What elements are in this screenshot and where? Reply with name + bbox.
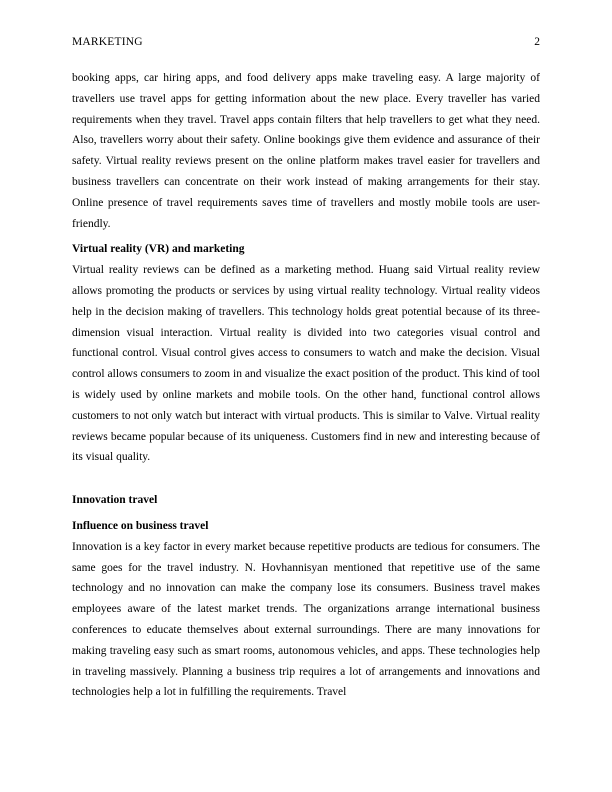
heading-innovation-travel: Innovation travel <box>72 494 158 507</box>
heading-virtual-reality-marketing: Virtual reality (VR) and marketing <box>72 243 245 256</box>
page-number: 2 <box>534 36 540 48</box>
paragraph-travel-apps: booking apps, car hiring apps, and food delivery apps make traveling easy. A large majority of travellers use travel apps for getting information about the new place. Every traveller has varied requirements when they travel. Travel apps contain filters that help travellers to get what they need. Also, travellers worry about their safety. Online bookings give them evidence and assurance of their safety. Virtual reality reviews present on the online platform makes travel easier for travellers and business travellers can concentrate on their work instead of making arrangements for their stay. Online presence of travel requirements saves time of travellers and mostly mobile tools are user-friendly. <box>72 72 540 230</box>
paragraph-virtual-reality: Virtual reality reviews can be defined as a marketing method. Huang said Virtual reality review allows promoting the products or services by using virtual reality technology. Virtual reality videos help in the decision making of travellers. This technology holds great potential because of its three-dimension visual interaction. Virtual reality is divided into two categories visual control and functional control. Visual control gives access to consumers to watch and make the decision. Visual control allows consumers to zoom in and visualize the exact position of the product. This kind of tool is widely used by online markets and mobile tools. On the other hand, functional control allows customers to not only watch but interact with virtual products. This is similar to Valve. Virtual reality reviews became popular because of its uniqueness. Customers find in new and interesting because of its visual quality. <box>72 264 540 464</box>
heading-influence-business-travel: Influence on business travel <box>72 519 209 532</box>
document-body <box>72 68 540 703</box>
running-head: MARKETING <box>72 36 143 48</box>
paragraph-innovation: Innovation is a key factor in every market because repetitive products are tedious for consumers. The same goes for the travel industry. N. Hovhannisyan mentioned that repetitive use of the same technology and no innovation can make the company lose its consumers. Business travel makes employees aware of the latest market trends. The organizations arrange international business conferences to educate themselves about external surroundings. There are many innovations for making traveling easy such as smart rooms, autonomous vehicles, and apps. These technologies help in traveling massively. Planning a business trip requires a lot of arrangements and innovations and technologies help a lot in fulfilling the requirements. Travel <box>72 540 540 699</box>
page-header <box>72 36 540 52</box>
